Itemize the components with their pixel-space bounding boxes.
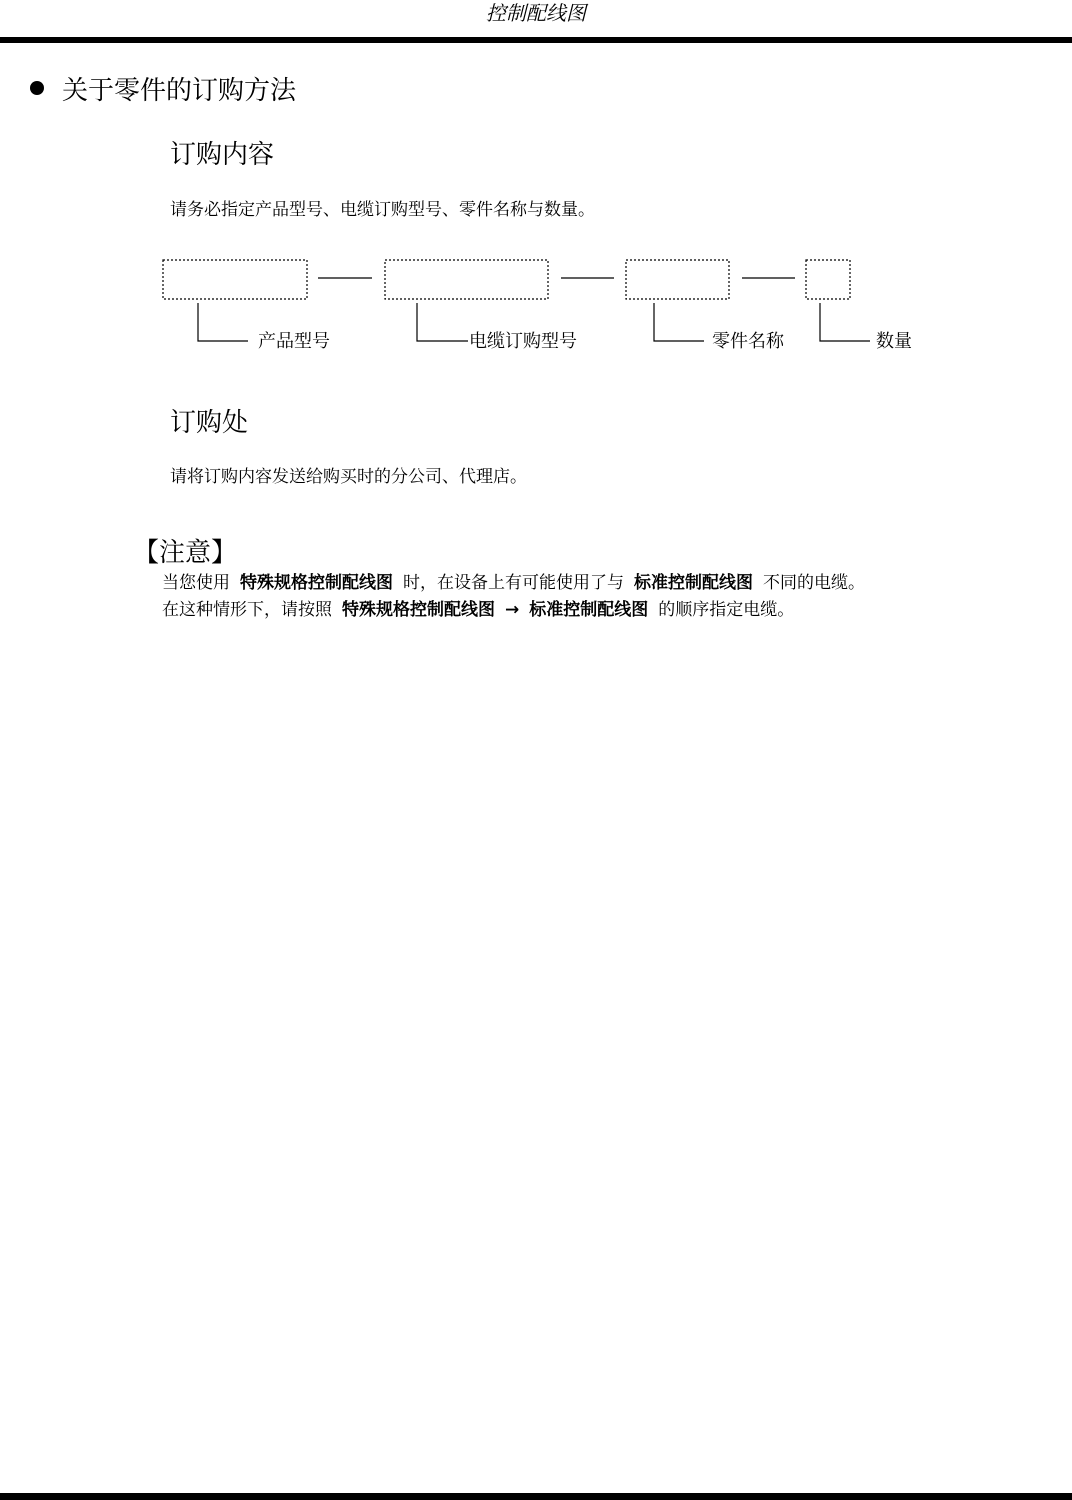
quantity-label: 数量	[876, 331, 912, 352]
cable-order-model-label: 电缆订购型号	[469, 331, 577, 352]
cable-order-model-box	[385, 260, 548, 299]
product-model-label: 产品型号	[258, 331, 330, 352]
leader-line-cable-order-model	[417, 303, 468, 341]
caution-line-2-part1: 在这种情形下，请按照	[162, 600, 332, 620]
standard-diagram-term: 标准控制配线图	[529, 600, 649, 620]
special-spec-diagram-term: 特殊规格控制配线图	[342, 600, 495, 620]
bullet-icon	[30, 81, 44, 95]
arrow-right-icon: →	[505, 600, 520, 620]
product-model-box	[163, 260, 307, 299]
caution-line-1-part3: 不同的电缆。	[763, 573, 865, 593]
leader-line-product-model	[198, 303, 248, 341]
special-spec-diagram-term: 特殊规格控制配线图	[240, 573, 393, 593]
part-name-box	[626, 260, 729, 299]
caution-line-1-part2: 时，在设备上有可能使用了与	[403, 573, 624, 593]
caution-line-2	[162, 598, 794, 622]
section-heading-text: 关于零件的订购方法	[62, 76, 297, 106]
quantity-box	[806, 260, 850, 299]
caution-line-1-part1: 当您使用	[162, 573, 230, 593]
caution-line-2-part2: 的顺序指定电缆。	[658, 600, 795, 620]
part-name-label: 零件名称	[712, 331, 784, 352]
order-place-heading: 订购处	[170, 408, 249, 438]
order-place-text: 请将订购内容发送给购买时的分公司、代理店。	[170, 467, 527, 487]
leader-line-quantity	[820, 303, 870, 341]
page-header-title: 控制配线图	[486, 1, 586, 25]
caution-heading: 【注意】	[133, 538, 238, 568]
standard-diagram-term: 标准控制配线图	[634, 573, 753, 593]
order-content-text: 请务必指定产品型号、电缆订购型号、零件名称与数量。	[170, 200, 595, 220]
leader-line-part-name	[654, 303, 704, 341]
footer-rule	[0, 1493, 1072, 1500]
header-rule	[0, 37, 1072, 43]
order-code-diagram	[158, 255, 958, 365]
section-heading	[30, 74, 296, 108]
order-content-heading: 订购内容	[170, 140, 275, 170]
caution-line-1	[162, 571, 865, 595]
